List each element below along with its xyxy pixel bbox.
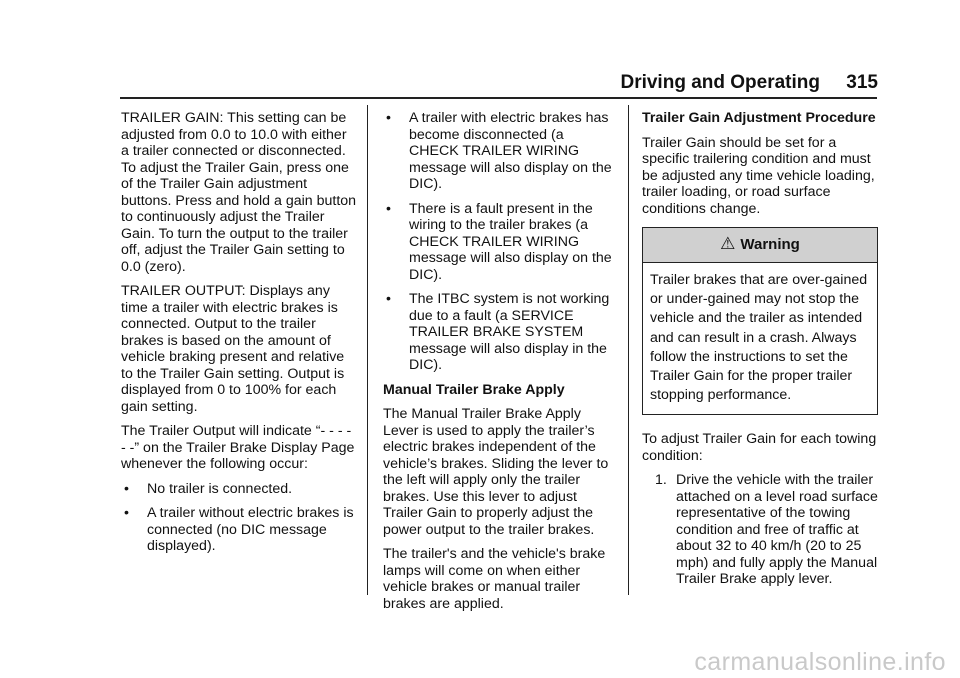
column-divider-right [628, 105, 629, 595]
gain-procedure-paragraph: Trailer Gain should be set for a specific trailering condition and must be adjusted any time vehicle loading, trailer loading, or road surface conditions change. [642, 134, 875, 217]
column-1 [121, 110, 357, 563]
trailer-output-paragraph: TRAILER OUTPUT: Displays any time a trailer with electric brakes is connected. Output to the trailer brakes is based on the amount of vehicle braking present and relative to the Trailer Gain setting. Output is displayed from 0 to 100% for each gain setting. [121, 283, 345, 415]
list-item [383, 201, 615, 284]
gain-procedure-heading: Trailer Gain Adjustment Procedure [642, 110, 876, 126]
page-header [0, 68, 960, 98]
list-item [383, 291, 615, 374]
warning-box [642, 227, 878, 415]
column-3 [642, 110, 878, 588]
step-text: Drive the vehicle with the trailer attached on a level road surface representative of the towing condition and free of traffic at about 32 to 40 km/h (20 to 25 mph) and fully apply the Manual Trailer Brake apply lever. [676, 472, 878, 588]
warning-triangle-icon: ⚠ [720, 233, 736, 253]
list-item-text: The ITBC system is not working due to a fault (a SERVICE TRAILER BRAKE SYSTEM message will also display in the DIC). [409, 291, 610, 373]
step-item [642, 472, 878, 588]
bullet-icon: • [124, 505, 129, 521]
list-item-text: A trailer with electric brakes has become disconnected (a CHECK TRAILER WIRING message will also display on the DIC). [409, 110, 612, 192]
bullet-icon: • [386, 200, 391, 217]
bullet-icon: • [386, 110, 391, 126]
manual-trailer-brake-heading: Manual Trailer Brake Apply [383, 381, 565, 398]
watermark: carmanualsonline.info [694, 648, 946, 676]
section-title: Driving and Operating [620, 72, 820, 93]
bullet-icon: • [386, 291, 391, 307]
warning-text: Trailer brakes that are over-gained or under-gained may not stop the vehicle and the trailer as intended and can result in a crash. Always follow the instructions to set the Trailer Gain for the proper trailer stopping performance. [650, 272, 868, 404]
page-number: 315 [846, 72, 878, 93]
list-item [121, 481, 357, 498]
trailer-gain-paragraph: TRAILER GAIN: This setting can be adjusted from 0.0 to 10.0 with either a trailer connected or disconnected. To adjust the Trailer Gain, press one of the Trailer Gain adjustment buttons. Press and hold a gain button to continuously adjust the Trailer Gain. To turn the output to the trailer off, adjust the Trailer Gain setting to 0.0 (zero). [121, 110, 357, 275]
adjust-gain-intro: To adjust Trailer Gain for each towing condition: [642, 431, 877, 464]
list-item [121, 505, 357, 555]
list-item-text: A trailer without electric brakes is connected (no DIC message displayed). [147, 505, 354, 554]
list-item-text: No trailer is connected. [147, 480, 293, 497]
brake-lamps-paragraph: The trailer's and the vehicle's brake lamps will come on when either vehicle brakes or manual trailer brakes are applied. [383, 546, 606, 612]
list-item-text: There is a fault present in the wiring to the trailer brakes (a CHECK TRAILER WIRING message will also display on the DIC). [409, 200, 612, 283]
manual-trailer-brake-paragraph: The Manual Trailer Brake Apply Lever is used to apply the trailer’s electric brakes independent of the vehicle’s brakes. Sliding the lever to the left will apply only the trailer brakes. Use this lever to adjust Trailer Gain to properly adjust the power output to the trailer brakes. [383, 406, 609, 538]
step-number: 1. [655, 472, 667, 489]
trailer-output-indicate-paragraph: The Trailer Output will indicate “- - - - - -” on the Trailer Brake Display Page whenever the following occur: [121, 423, 355, 472]
warning-title: Warning [740, 235, 800, 253]
header-rule [120, 97, 877, 99]
bullet-icon: • [124, 480, 129, 497]
list-item [383, 110, 615, 193]
column-2 [383, 110, 615, 620]
warning-header [643, 228, 877, 263]
column-divider-left [367, 105, 368, 595]
